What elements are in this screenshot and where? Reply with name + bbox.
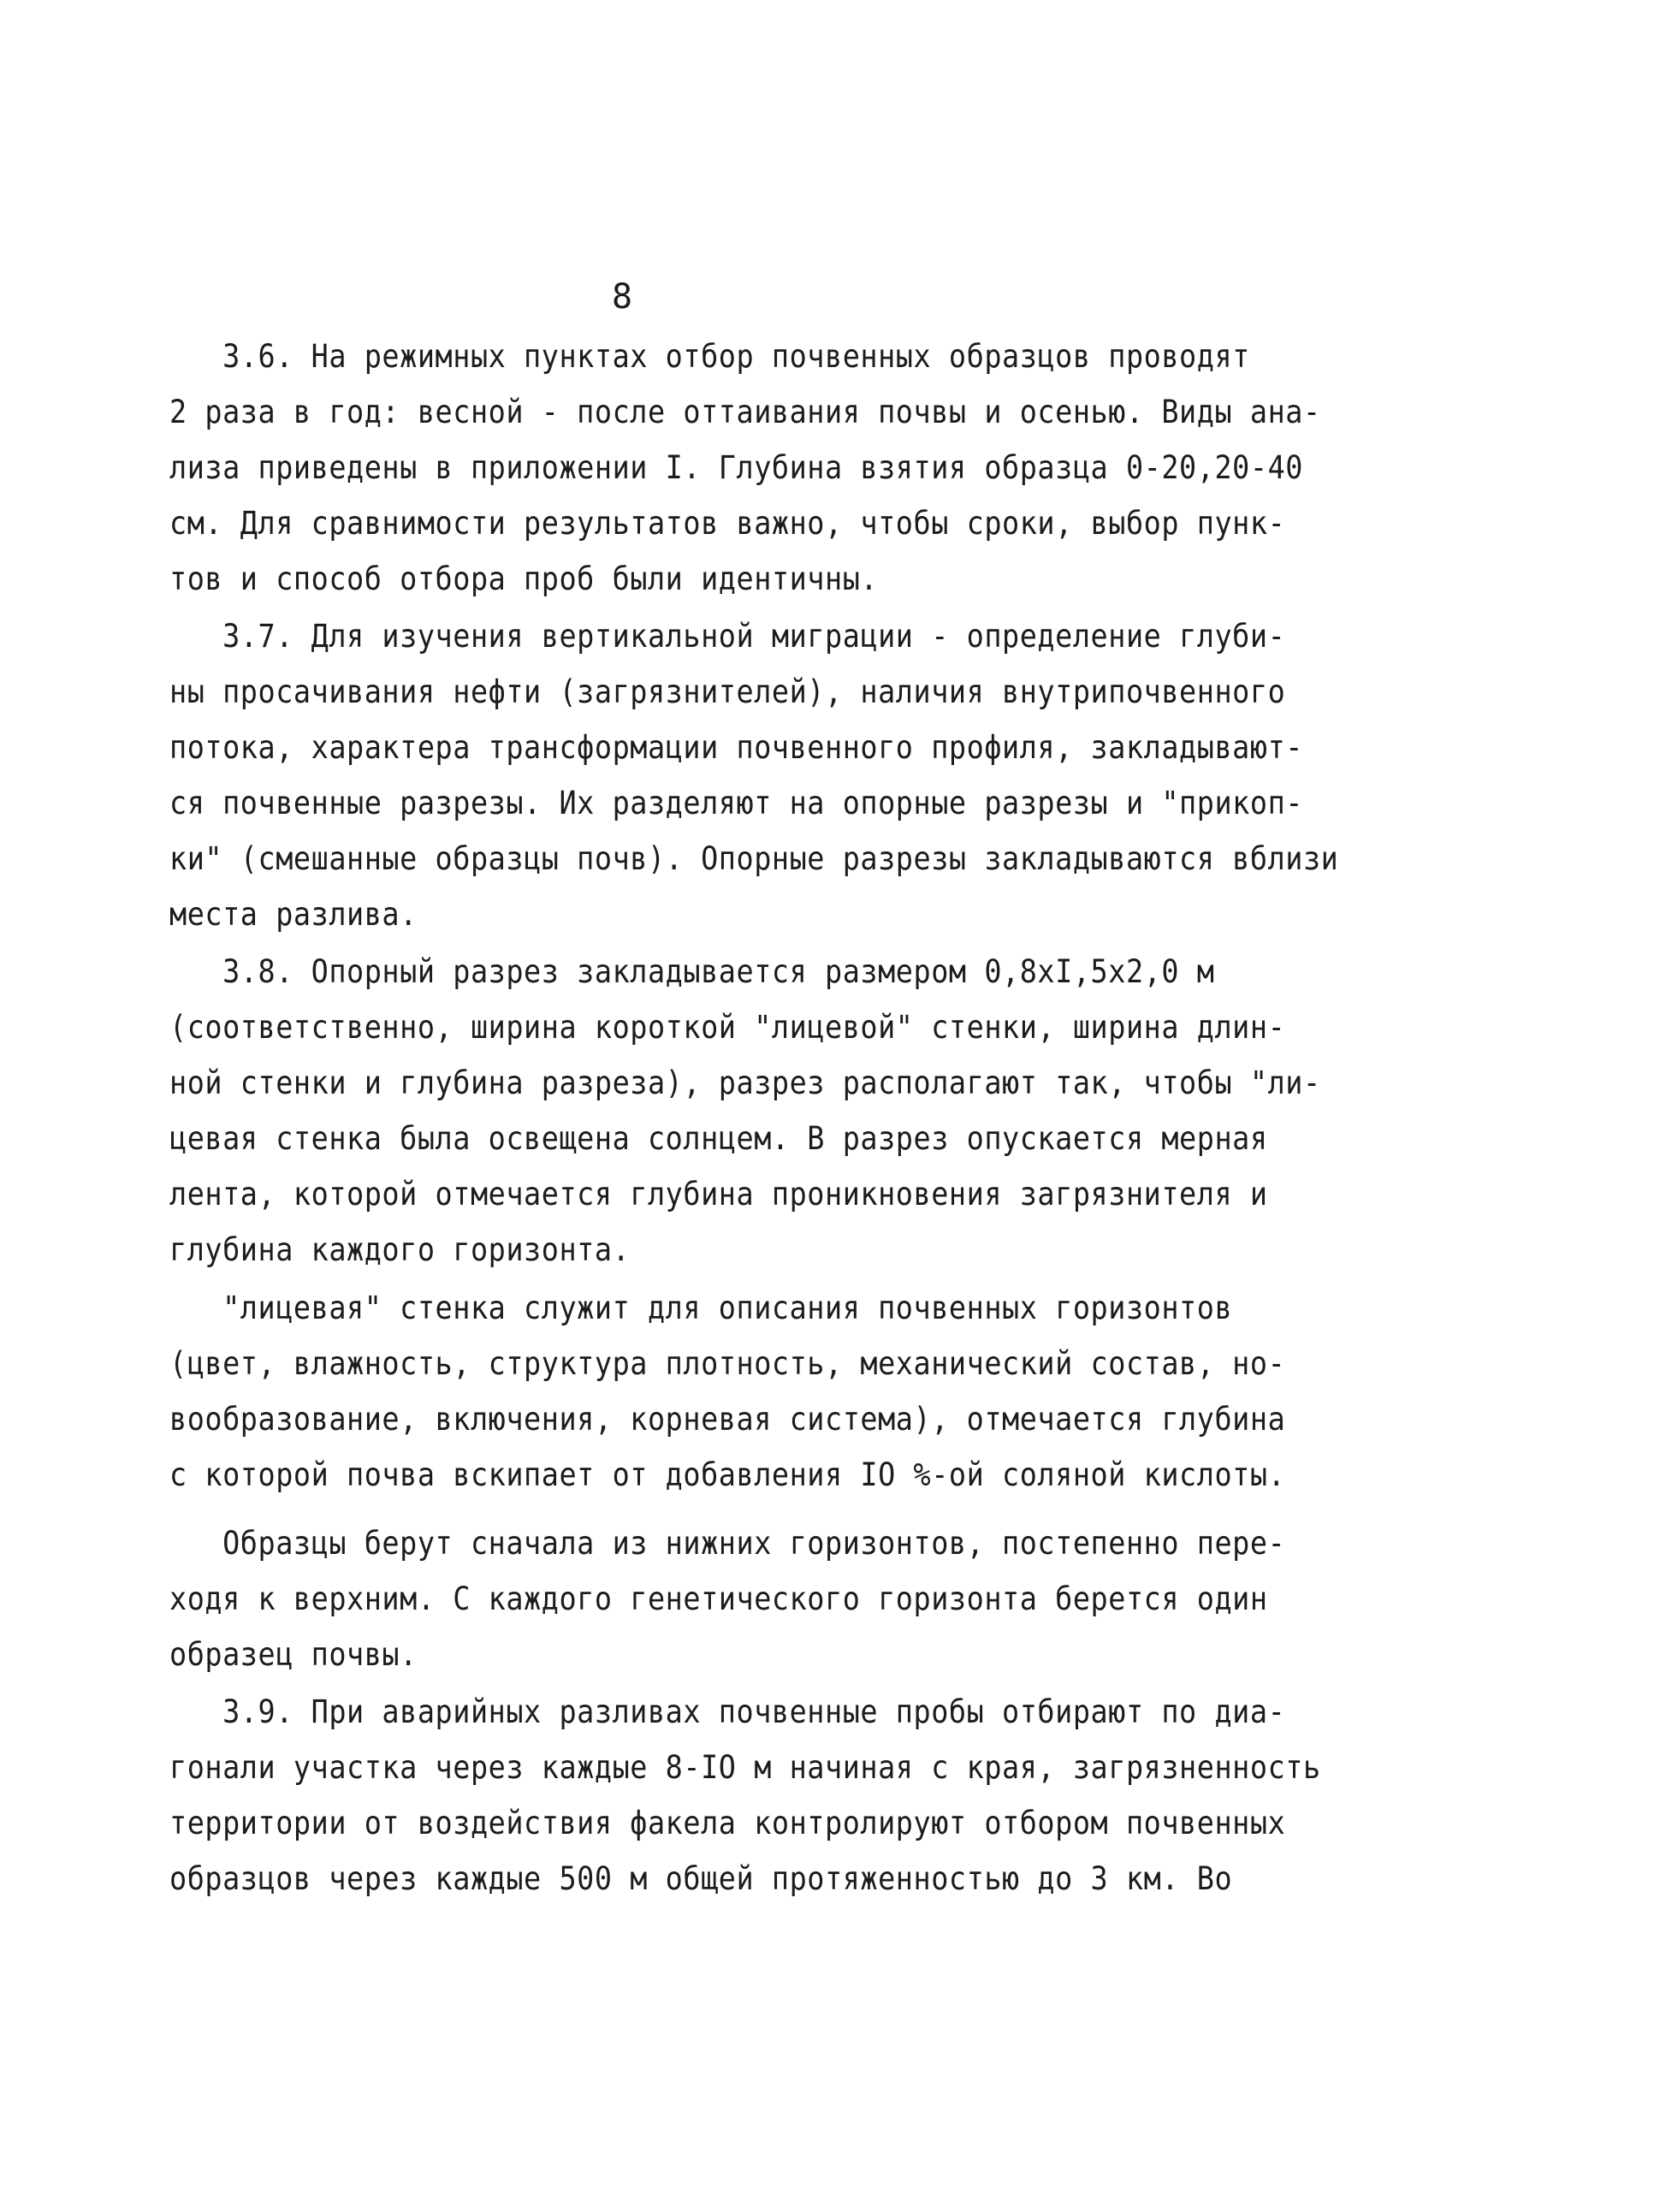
text-line: цевая стенка была освещена солнцем. В разрез опускается мерная [169, 1120, 1268, 1157]
text-line: лента, которой отмечается глубина проникновения загрязнителя и [169, 1176, 1268, 1213]
text-line: образец почвы. [169, 1636, 418, 1673]
text-line: территории от воздействия факела контролируют отбором почвенных [169, 1805, 1286, 1841]
text-line: 3.8. Опорный разрез закладывается размером 0,8хI,5х2,0 м [169, 953, 1215, 990]
text-line: тов и способ отбора проб были идентичны. [169, 560, 879, 597]
text-line: ся почвенные разрезы. Их разделяют на опорные разрезы и "прикоп- [169, 785, 1303, 821]
text-line: образцов через каждые 500 м общей протяженностью до 3 км. Во [169, 1860, 1233, 1897]
text-line: глубина каждого горизонта. [169, 1231, 631, 1268]
text-line: 3.9. При аварийных разливах почвенные пробы отбирают по диа- [169, 1693, 1286, 1730]
text-line: 3.7. Для изучения вертикальной миграции - определение глуби- [169, 618, 1286, 655]
text-line: (соответственно, ширина короткой "лицевой" стенки, ширина длин- [169, 1009, 1286, 1046]
text-line: потока, характера трансформации почвенного профиля, закладывают- [169, 729, 1303, 766]
text-line: лиза приведены в приложении I. Глубина взятия образца 0-20,20-40 [169, 449, 1303, 486]
text-line: ходя к верхним. С каждого генетического горизонта берется один [169, 1580, 1268, 1617]
text-line: (цвет, влажность, структура плотность, механический состав, но- [169, 1345, 1286, 1382]
text-line: гонали участка через каждые 8-IO м начиная с края, загрязненность [169, 1749, 1321, 1786]
text-line: ной стенки и глубина разреза), разрез располагают так, чтобы "ли- [169, 1064, 1321, 1101]
text-line: ки" (смешанные образцы почв). Опорные разрезы закладываются вблизи [169, 840, 1339, 877]
text-line: ны просачивания нефти (загрязнителей), наличия внутрипочвенного [169, 673, 1286, 710]
text-line: вообразование, включения, корневая система), отмечается глубина [169, 1401, 1286, 1438]
text-line: Образцы берут сначала из нижних горизонтов, постепенно пере- [169, 1525, 1286, 1562]
text-line: "лицевая" стенка служит для описания почвенных горизонтов [169, 1290, 1233, 1326]
text-line: 2 раза в год: весной - после оттаивания почвы и осенью. Виды ана- [169, 394, 1321, 430]
text-line: см. Для сравнимости результатов важно, чтобы сроки, выбор пунк- [169, 505, 1286, 542]
text-line: 3.6. На режимных пунктах отбор почвенных образцов проводят [169, 338, 1250, 375]
text-line: с которой почва вскипает от добавления IO %-ой соляной кислоты. [169, 1456, 1286, 1493]
text-line: места разлива. [169, 896, 418, 933]
page-number: 8 [612, 277, 634, 317]
